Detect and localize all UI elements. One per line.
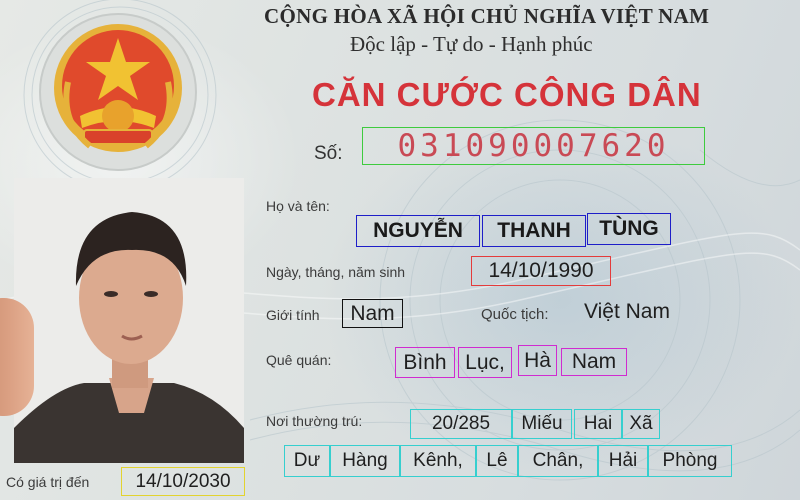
id-number-label: Số: (314, 143, 343, 164)
hometown-part: Lục, (458, 347, 512, 378)
hometown-label: Quê quán: (266, 352, 332, 368)
residence-part: 20/285 (410, 409, 512, 439)
nationality-label: Quốc tịch: (481, 306, 549, 323)
card-title: CĂN CƯỚC CÔNG DÂN (312, 76, 702, 113)
hometown-part: Bình (395, 347, 455, 378)
country-heading: CỘNG HÒA XÃ HỘI CHỦ NGHĨA VIỆT NAM (264, 4, 710, 28)
residence-part: Chân, (518, 445, 598, 477)
residence-part: Phòng (648, 445, 732, 477)
nationality-value: Việt Nam (584, 300, 670, 323)
thumb-in-frame (0, 298, 34, 416)
national-emblem-icon (38, 12, 198, 172)
dob-label: Ngày, tháng, năm sinh (266, 264, 406, 280)
motto: Độc lập - Tự do - Hạnh phúc (350, 32, 593, 56)
residence-part: Lê (476, 445, 518, 477)
residence-part: Kênh, (400, 445, 476, 477)
full-name-part: TÙNG (587, 213, 671, 245)
residence-part: Dư (284, 445, 330, 477)
expiry-value: 14/10/2030 (121, 467, 245, 496)
residence-part: Xã (622, 409, 660, 439)
residence-label: Nơi thường trú: (266, 413, 363, 429)
sex-label: Giới tính (266, 307, 320, 323)
hometown-part: Hà (518, 345, 557, 376)
hometown-part: Nam (561, 348, 627, 376)
portrait-photo (14, 178, 244, 463)
dob-value: 14/10/1990 (471, 256, 611, 286)
residence-part: Miếu (512, 409, 572, 439)
full-name-label: Họ và tên: (266, 198, 330, 214)
sex-value: Nam (342, 299, 403, 328)
expiry-label: Có giá trị đến (6, 474, 90, 490)
residence-part: Hai (574, 409, 622, 439)
residence-part: Hải (598, 445, 648, 477)
full-name-part: THANH (482, 215, 586, 247)
full-name-part: NGUYỄN (356, 215, 480, 247)
residence-part: Hàng (330, 445, 400, 477)
id-number: 031090007620 (362, 127, 705, 165)
